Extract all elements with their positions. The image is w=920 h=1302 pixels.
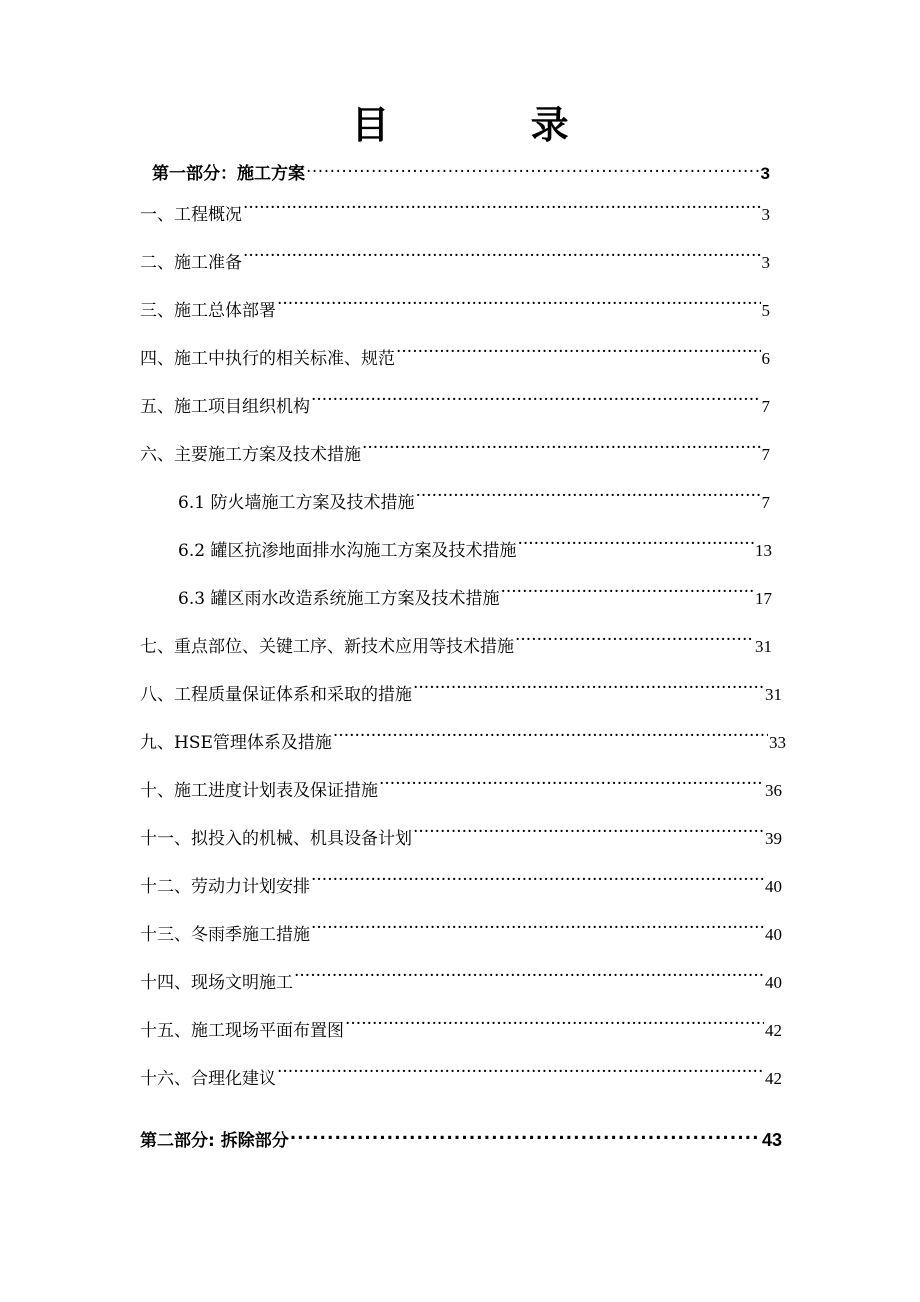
toc-part-1-label: 第一部分：施工方案 <box>152 164 305 184</box>
toc-entry-label: 四、施工中执行的相关标准、规范 <box>140 349 395 369</box>
toc-leader <box>415 484 760 508</box>
toc-entry-page: 31 <box>755 637 772 656</box>
toc-leader <box>277 1060 764 1084</box>
toc-entry-page: 40 <box>765 973 782 992</box>
toc-entry[interactable] <box>140 964 782 995</box>
toc-entry-page: 31 <box>765 685 782 704</box>
toc-entry-page: 36 <box>765 781 782 800</box>
toc-part-2-page: 43 <box>761 1130 782 1150</box>
toc-leader <box>333 724 768 748</box>
toc-entry-label: 九、HSE管理体系及措施 <box>140 733 332 753</box>
toc-entry[interactable] <box>140 340 770 371</box>
toc-entry[interactable] <box>140 244 770 275</box>
toc-entry[interactable] <box>140 1012 782 1043</box>
toc-part-2-label: 第二部分: 拆除部分 <box>140 1131 289 1151</box>
toc-leader <box>362 436 761 460</box>
toc-leader <box>243 244 761 268</box>
toc-entry-page: 40 <box>765 877 782 896</box>
toc-entry[interactable] <box>140 196 770 227</box>
toc-subentry-page: 7 <box>761 493 770 512</box>
toc-entry-page: 5 <box>761 301 770 320</box>
toc-entry-label: 十二、劳动力计划安排 <box>140 877 310 897</box>
toc-entry-label: 十三、冬雨季施工措施 <box>140 925 310 945</box>
toc-subentry-page: 13 <box>755 541 772 560</box>
toc-entry-label: 六、主要施工方案及技术措施 <box>140 445 361 465</box>
toc-part-1-page: 3 <box>760 164 770 183</box>
toc-entry-label: 八、工程质量保证体系和采取的措施 <box>140 685 412 705</box>
toc-entry-label: 三、施工总体部署 <box>140 301 276 321</box>
toc-entry-label: 七、重点部位、关键工序、新技术应用等技术措施 <box>140 637 514 657</box>
toc-entry[interactable] <box>140 772 782 803</box>
toc-leader <box>413 676 764 700</box>
toc-leader <box>311 916 764 940</box>
toc-leader <box>500 580 754 604</box>
toc-entry-page: 33 <box>769 733 786 752</box>
toc-subentry[interactable] <box>178 532 772 563</box>
toc-leader <box>517 532 754 556</box>
toc-leader <box>243 196 761 220</box>
page-title: 目 录 <box>351 103 633 147</box>
toc-leader <box>515 628 754 652</box>
toc-entry-page: 42 <box>765 1021 782 1040</box>
toc-leader <box>306 155 760 179</box>
toc-entry[interactable] <box>140 628 772 659</box>
toc-leader <box>311 388 761 412</box>
toc-leader <box>277 292 761 316</box>
toc-leader <box>345 1012 764 1036</box>
toc-subentry-page: 17 <box>755 589 772 608</box>
toc-entry-label: 十、施工进度计划表及保证措施 <box>140 781 378 801</box>
toc-subentry[interactable] <box>178 484 770 515</box>
toc-entry-page: 7 <box>761 397 770 416</box>
toc-entry-page: 7 <box>761 445 770 464</box>
toc-entry[interactable] <box>140 436 770 467</box>
toc-entry[interactable] <box>140 724 786 755</box>
toc-entry-page: 42 <box>765 1069 782 1088</box>
toc-leader <box>311 868 764 892</box>
toc-entry-label: 二、施工准备 <box>140 253 242 273</box>
toc-subentry-label: 6.3 罐区雨水改造系统施工方案及技术措施 <box>178 589 500 609</box>
toc-entry-page: 40 <box>765 925 782 944</box>
toc-entry[interactable] <box>140 1060 782 1091</box>
toc-entry[interactable] <box>140 388 770 419</box>
toc-entry-page: 6 <box>761 349 770 368</box>
toc-entry-label: 十六、合理化建议 <box>140 1069 276 1089</box>
toc-entry-label: 十五、施工现场平面布置图 <box>140 1021 344 1041</box>
toc-leader <box>396 340 761 364</box>
toc-leader <box>290 1122 761 1146</box>
toc-leader <box>294 964 764 988</box>
toc-entry-label: 五、施工项目组织机构 <box>140 397 310 417</box>
toc-entry-page: 3 <box>761 205 770 224</box>
toc-part-1[interactable] <box>152 155 770 186</box>
toc-part-2[interactable] <box>140 1122 782 1153</box>
toc-entry-label: 十四、现场文明施工 <box>140 973 293 993</box>
toc-leader <box>379 772 764 796</box>
toc-entry-page: 39 <box>765 829 782 848</box>
toc-subentry-label: 6.1 防火墙施工方案及技术措施 <box>178 493 415 513</box>
toc-entry[interactable] <box>140 820 782 851</box>
toc-entry[interactable] <box>140 916 782 947</box>
toc-entry-page: 3 <box>761 253 770 272</box>
toc-entry[interactable] <box>140 868 782 899</box>
toc-subentry[interactable] <box>178 580 772 611</box>
toc-entry-label: 一、工程概况 <box>140 205 242 225</box>
toc-entry[interactable] <box>140 676 782 707</box>
toc-entry-label: 十一、拟投入的机械、机具设备计划 <box>140 829 412 849</box>
toc-leader <box>413 820 764 844</box>
toc-subentry-label: 6.2 罐区抗渗地面排水沟施工方案及技术措施 <box>178 541 517 561</box>
toc-entry[interactable] <box>140 292 770 323</box>
